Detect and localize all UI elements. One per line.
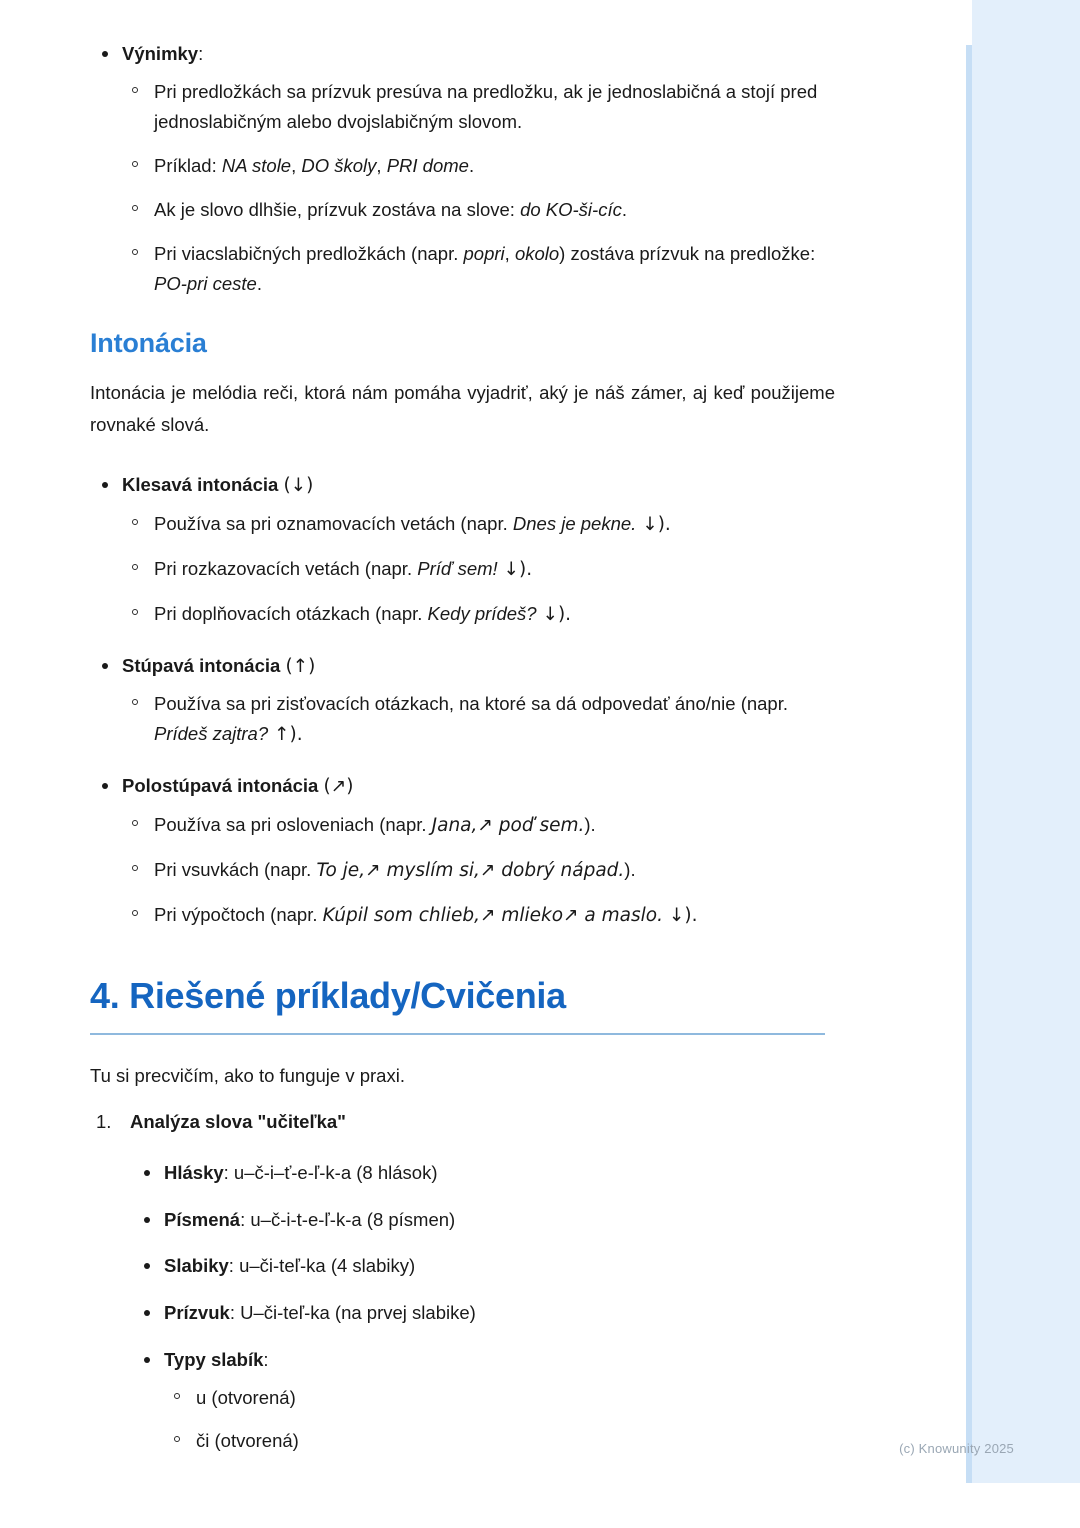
list-item xyxy=(122,77,828,137)
syllable-type: u (otvorená) xyxy=(196,1386,296,1408)
analysis-row xyxy=(130,1159,828,1188)
intonation-group-marker: (↑) xyxy=(285,655,316,677)
analysis-label: Písmená xyxy=(164,1208,241,1230)
item-mid: ). xyxy=(624,858,636,880)
exceptions-label: Výnimky xyxy=(122,43,199,64)
list-item xyxy=(122,599,828,630)
exercise-title: Analýza slova "učiteľka" xyxy=(130,1111,346,1133)
item-prefix: Používa sa pri oznamovacích vetách (napr. xyxy=(154,512,513,534)
list-item xyxy=(122,900,828,931)
item-example: Prídeš zajtra? xyxy=(154,723,269,745)
exception-example-1: do KO-ši-cíc xyxy=(520,198,622,220)
intonation-group-falling xyxy=(88,471,828,630)
intonation-group-label: Klesavá intonácia xyxy=(122,474,279,496)
exception-example-1: popri xyxy=(463,242,505,264)
exercises-heading: 4. Riešené príklady/Cvičenia xyxy=(90,974,566,1016)
intonation-group-marker: (↗) xyxy=(323,776,354,798)
analysis-value: : U–či-teľ-ka (na prvej slabike) xyxy=(229,1302,476,1324)
exception-sep-2: , xyxy=(376,154,387,176)
list-item xyxy=(122,239,828,299)
intonation-intro: Intonácia je melódia reči, ktorá nám pomáha vyjadriť, aký je náš zámer, aj keď použijeme rovnaké slová. xyxy=(90,382,835,436)
item-mid: ). xyxy=(584,813,596,835)
exceptions-item xyxy=(88,40,828,298)
intonation-group-marker: (↓) xyxy=(283,475,314,497)
list-item xyxy=(122,151,828,181)
exceptions-sublist xyxy=(122,77,828,299)
exception-example-3: PRI dome xyxy=(386,154,469,176)
analysis-value: : u–č-i–ť-e-ľ-k-a (8 hlások) xyxy=(223,1162,438,1184)
item-mid: ↓). xyxy=(497,558,533,580)
analysis-value: : u–č-i-t-e-ľ-k-a (8 písmen) xyxy=(240,1208,456,1230)
intonation-heading: Intonácia xyxy=(90,328,207,359)
analysis-row xyxy=(130,1252,828,1281)
list-item xyxy=(164,1426,828,1456)
analysis-list xyxy=(130,1159,828,1456)
exception-prefix: Príklad: xyxy=(154,154,222,176)
syllable-type: či (otvorená) xyxy=(196,1430,299,1452)
intonation-group-items xyxy=(122,810,828,931)
exception-example-3: PO-pri ceste xyxy=(154,272,257,294)
intonation-group-rising xyxy=(88,652,828,751)
list-item xyxy=(122,195,828,225)
intonation-group-half-rising xyxy=(88,772,828,931)
page-side-panel xyxy=(972,0,1080,1483)
exception-suffix: . xyxy=(468,154,475,176)
list-item xyxy=(122,554,828,585)
item-mid: ↓). xyxy=(636,513,671,535)
exception-example-2: DO školy xyxy=(301,154,377,176)
exception-text: Pri predložkách sa prízvuk presúva na predložku, ak je jednoslabičná a stojí pred jednoslabičným alebo dvojslabičným slovom. xyxy=(154,80,818,132)
item-prefix: Pri rozkazovacích vetách (napr. xyxy=(154,557,418,579)
item-example: Jana,↗ poď sem. xyxy=(431,814,585,836)
analysis-label: Prízvuk xyxy=(164,1302,230,1324)
item-example: To je,↗ myslím si,↗ dobrý nápad. xyxy=(316,859,625,881)
copyright-notice: (c) Knowunity 2025 xyxy=(899,1441,1014,1456)
list-item xyxy=(122,810,828,841)
intonation-groups xyxy=(88,471,828,931)
analysis-value: : xyxy=(263,1348,269,1370)
exercise-item-1 xyxy=(88,1108,828,1456)
item-prefix: Používa sa pri osloveniach (napr. xyxy=(154,813,432,835)
syllable-types-list xyxy=(164,1383,828,1457)
analysis-row xyxy=(130,1299,828,1328)
item-mid: ↓). xyxy=(662,904,698,926)
analysis-value: : u–či-teľ-ka (4 slabiky) xyxy=(228,1255,416,1277)
exception-mid: ) zostáva prízvuk na predložke: xyxy=(559,242,816,264)
exceptions-label-suffix: : xyxy=(198,43,204,64)
exercises-intro: Tu si precvičím, ako to funguje v praxi. xyxy=(90,1064,405,1086)
item-prefix: Pri výpočtoch (napr. xyxy=(154,903,323,925)
analysis-row xyxy=(130,1206,828,1235)
exceptions-list xyxy=(88,40,828,298)
list-item xyxy=(122,509,828,540)
list-item xyxy=(164,1383,828,1413)
item-prefix: Pri doplňovacích otázkach (napr. xyxy=(154,602,428,624)
exception-suffix: . xyxy=(256,272,262,294)
intonation-group-items xyxy=(122,509,828,630)
analysis-label: Slabiky xyxy=(164,1255,229,1277)
list-item xyxy=(122,855,828,886)
exception-example-2: okolo xyxy=(514,242,560,264)
document-content xyxy=(88,40,835,1470)
section-divider xyxy=(90,1033,825,1035)
analysis-label: Typy slabík xyxy=(164,1348,264,1370)
item-example: Príď sem! xyxy=(417,557,498,579)
intonation-group-items xyxy=(122,689,828,750)
exception-prefix: Ak je slovo dlhšie, prízvuk zostáva na slove: xyxy=(154,198,521,220)
item-prefix: Používa sa pri zisťovacích otázkach, na ktoré sa dá odpovedať áno/nie (napr. xyxy=(154,693,789,715)
page-side-accent-line xyxy=(966,45,972,1483)
intonation-group-label: Polostúpavá intonácia xyxy=(122,775,319,797)
item-prefix: Pri vsuvkách (napr. xyxy=(154,858,317,880)
exercises-list xyxy=(88,1108,828,1456)
intonation-group-label: Stúpavá intonácia xyxy=(122,654,281,676)
exception-suffix: . xyxy=(621,198,627,220)
analysis-label: Hlásky xyxy=(164,1162,224,1184)
item-example: Kedy prídeš? xyxy=(427,602,537,624)
item-mid: ↓). xyxy=(536,603,572,625)
exception-sep-1: , xyxy=(291,154,302,176)
analysis-row-syllable-types xyxy=(130,1346,828,1457)
item-example: Dnes je pekne. xyxy=(512,512,637,534)
item-mid: ↑). xyxy=(268,724,303,746)
item-example: Kúpil som chlieb,↗ mlieko↗ a maslo. xyxy=(322,904,663,926)
exception-example-1: NA stole xyxy=(221,154,292,176)
list-item xyxy=(122,689,828,750)
exception-sep-1: , xyxy=(504,242,515,264)
exception-prefix: Pri viacslabičných predložkách (napr. xyxy=(154,242,464,264)
